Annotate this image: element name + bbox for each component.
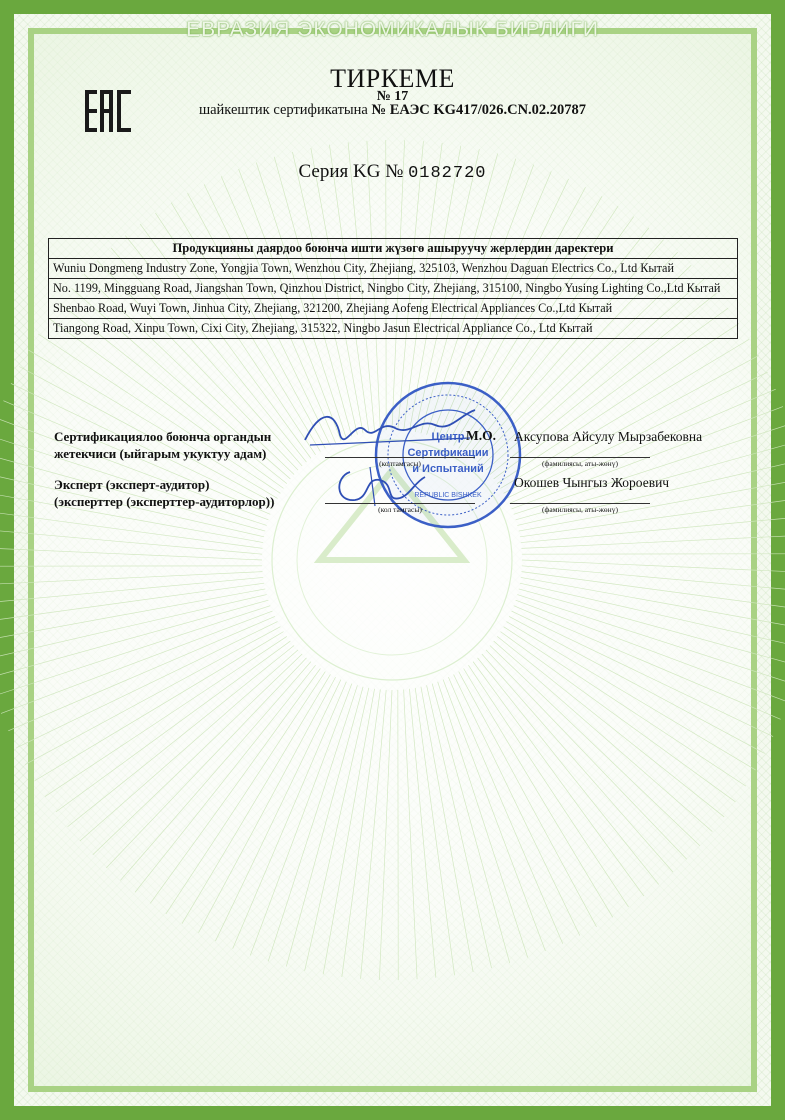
stamp-bottom-text: REPUBLIC BISHKEK (414, 492, 482, 499)
expert-role-line1: Эксперт (эксперт-аудитор) (54, 477, 210, 492)
series-line (0, 161, 785, 183)
address-cell: No. 1199, Mingguang Road, Jiangshan Town, Qinzhou District, Ningbo City, Zhejiang, 315100, Ningbo Yusing Lighting Co.,Ltd Кытай (49, 279, 738, 299)
head-role-line2: жетекчиси (ыйгарым укуктуу адам) (54, 446, 267, 461)
annex-subtitle-prefix: шайкештик сертификатына (198, 102, 372, 118)
certificate-number: № ЕАЭС KG417/026.CN.02.20787 (371, 102, 587, 118)
expert-role (54, 476, 274, 510)
stamp-line2: Сертификации (407, 447, 489, 459)
head-sign-line (325, 457, 475, 458)
head-name-line (510, 457, 650, 458)
production-sites-table (48, 238, 738, 339)
table-row (49, 299, 738, 319)
address-cell: Tiangong Road, Xinpu Town, Cixi City, Zhejiang, 315322, Ningbo Jasun Electrical Appliance Co., Ltd Кытай (49, 319, 738, 339)
table-header-row (49, 239, 738, 259)
head-name: Аксупова Айсулу Мырзабековна (514, 429, 703, 444)
seal-place-label: М.О. (466, 428, 496, 443)
head-sign-caption: (колтамгасы) (379, 459, 421, 468)
table-row (49, 319, 738, 339)
head-role (54, 428, 271, 462)
annex-subtitle (0, 102, 785, 119)
expert-name-line (510, 503, 650, 504)
stamp-line3: и Испытаний (412, 463, 484, 475)
frame-title: ЕВРАЗИЯ ЭКОНОМИКАЛЫК БИРЛИГИ (186, 18, 599, 41)
head-name-caption: (фамилиясы, аты-жөнү) (542, 459, 618, 468)
table-row (49, 259, 738, 279)
address-cell: Shenbao Road, Wuyi Town, Jinhua City, Zhejiang, 321200, Zhejiang Aofeng Electrical Appliances Co.,Ltd Кытай (49, 299, 738, 319)
expert-name: Окошев Чынгыз Жороевич (514, 475, 670, 490)
head-role-line1: Сертификациялоо боюнча органдын (54, 429, 272, 444)
expert-sign-caption: (кол тамгасы) (378, 505, 422, 514)
series-label: Серия KG № (298, 161, 404, 182)
series-number: 0182720 (408, 164, 487, 183)
address-cell: Wuniu Dongmeng Industry Zone, Yongjia Town, Wenzhou City, Zhejiang, 325103, Wenzhou Daguan Electrics Co., Ltd Кытай (49, 259, 738, 279)
table-heading: Продукцияны даярдоо боюнча ишти жүзөгө ашыруучу жерлердин даректери (49, 239, 738, 259)
expert-name-caption: (фамилиясы, аты-жөнү) (542, 505, 618, 514)
expert-sign-line (325, 503, 475, 504)
table-row (49, 279, 738, 299)
head-signature (300, 400, 480, 460)
annex-title: ТИРКЕМЕ (330, 64, 455, 93)
stamp-line1: Центр (431, 431, 465, 443)
expert-role-line2: (эксперттер (эксперттер-аудиторлор)) (54, 494, 275, 509)
annex-number: № 17 (376, 89, 409, 104)
